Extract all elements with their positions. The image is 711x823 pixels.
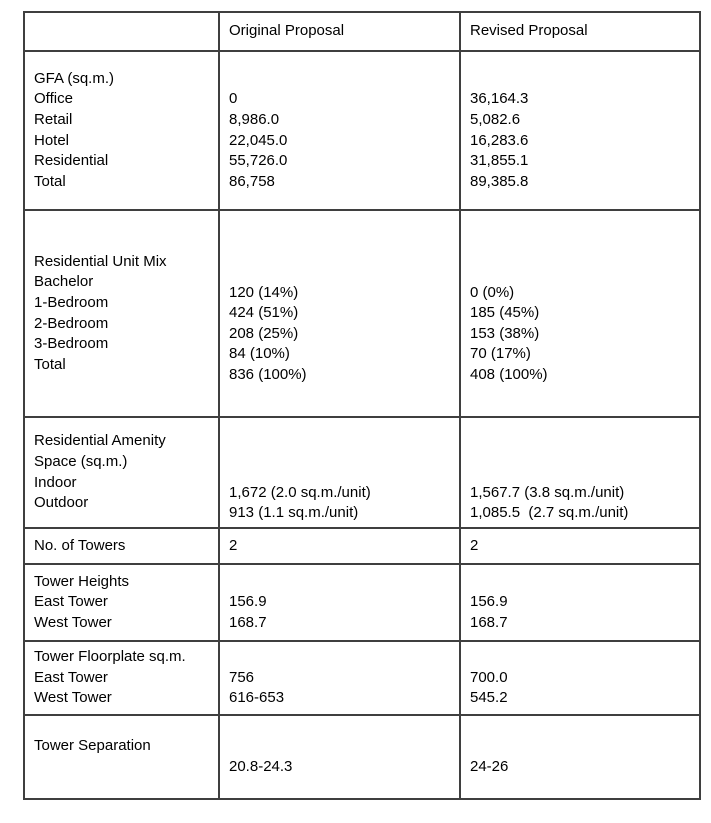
no-of-towers-revised-cell — [461, 529, 699, 563]
cell-line: Hotel — [34, 131, 70, 149]
table-row-residential-unit-mix — [25, 211, 699, 418]
cell-line: Tower Heights — [34, 572, 130, 590]
cell-line: 1-Bedroom — [34, 293, 109, 311]
cell-line: East Tower — [34, 593, 108, 611]
residential-amenity-space-label-cell — [25, 418, 220, 527]
cell-line: Residential Unit Mix — [34, 252, 167, 270]
cell-line: Space (sq.m.) — [34, 452, 128, 470]
cell-line: 185 (45%) — [470, 304, 540, 322]
header-label: Revised Proposal — [470, 22, 588, 40]
table-row-no-of-towers — [25, 529, 699, 565]
tower-separation-label-cell — [25, 716, 220, 798]
cell-line — [229, 262, 455, 283]
no-of-towers-original-cell — [220, 529, 461, 563]
gfa-original-cell — [220, 52, 461, 209]
cell-line: Residential Amenity — [34, 432, 166, 450]
header-label — [34, 21, 214, 42]
cell-line: Tower Separation — [34, 737, 151, 755]
cell-line — [229, 421, 455, 442]
cell-line: 0 (0%) — [470, 283, 515, 301]
cell-line — [470, 421, 695, 442]
cell-line: 120 (14%) — [229, 283, 299, 301]
residential-unit-mix-revised-cell — [461, 211, 699, 416]
tower-separation-revised-cell — [461, 716, 699, 798]
proposal-comparison-table — [23, 11, 701, 800]
cell-line — [470, 647, 695, 668]
cell-line: Residential — [34, 152, 109, 170]
cell-line: 20.8-24.3 — [229, 758, 293, 775]
residential-amenity-space-revised-cell — [461, 418, 699, 527]
cell-line: 408 (100%) — [470, 365, 548, 383]
cell-line: 70 (17%) — [470, 345, 531, 363]
tower-floorplate-original-cell — [220, 642, 461, 714]
tower-heights-revised-cell — [461, 565, 699, 640]
cell-line — [470, 572, 695, 593]
cell-line: East Tower — [34, 668, 108, 686]
cell-line: GFA (sq.m.) — [34, 69, 115, 87]
gfa-label-cell — [25, 52, 220, 209]
header-cell-revised-proposal — [461, 13, 699, 50]
cell-line: 700.0 — [470, 668, 508, 686]
tower-heights-original-cell — [220, 565, 461, 640]
cell-line: 84 (10%) — [229, 345, 290, 363]
cell-line: 913 (1.1 sq.m./unit) — [229, 504, 359, 522]
cell-line: 2 — [229, 536, 238, 554]
cell-line: 424 (51%) — [229, 304, 299, 322]
cell-line — [470, 69, 695, 90]
cell-line: 86,758 — [229, 172, 275, 190]
cell-line — [470, 736, 695, 757]
cell-line: Total — [34, 355, 66, 373]
cell-line: 36,164.3 — [470, 90, 529, 108]
cell-line: 208 (25%) — [229, 324, 299, 342]
cell-line: West Tower — [34, 613, 112, 631]
gfa-revised-cell — [461, 52, 699, 209]
header-label: Original Proposal — [229, 22, 345, 40]
cell-line: 545.2 — [470, 689, 508, 707]
cell-line: 55,726.0 — [229, 152, 288, 170]
cell-line: 24-26 — [470, 758, 509, 775]
table-row-tower-heights — [25, 565, 699, 642]
cell-line: 5,082.6 — [470, 110, 521, 128]
cell-line — [229, 572, 455, 593]
cell-line — [229, 736, 455, 757]
cell-line: 89,385.8 — [470, 172, 529, 190]
table-row-tower-floorplate — [25, 642, 699, 716]
cell-line: 756 — [229, 668, 255, 686]
header-row — [25, 13, 699, 52]
cell-line: 2-Bedroom — [34, 314, 109, 332]
cell-line: 616-653 — [229, 689, 285, 707]
cell-line: 1,085.5 (2.7 sq.m./unit) — [470, 504, 629, 522]
header-cell-original-proposal — [220, 13, 461, 50]
cell-line: 3-Bedroom — [34, 335, 109, 353]
cell-line: 153 (38%) — [470, 324, 540, 342]
residential-unit-mix-label-cell — [25, 211, 220, 416]
cell-line: Total — [34, 172, 66, 190]
cell-line: 16,283.6 — [470, 131, 529, 149]
cell-line: 168.7 — [229, 613, 267, 631]
cell-line: 836 (100%) — [229, 365, 307, 383]
cell-line — [229, 69, 455, 90]
table-row-tower-separation — [25, 716, 699, 798]
cell-line — [34, 757, 214, 778]
cell-line: Retail — [34, 110, 73, 128]
cell-line: 22,045.0 — [229, 131, 288, 149]
table-row-gfa — [25, 52, 699, 211]
cell-line: 156.9 — [229, 593, 267, 611]
header-cell-blank — [25, 13, 220, 50]
cell-line: Outdoor — [34, 494, 89, 512]
cell-line: 0 — [229, 90, 238, 108]
cell-line: Indoor — [34, 473, 77, 491]
cell-line — [470, 462, 695, 483]
tower-floorplate-label-cell — [25, 642, 220, 714]
cell-line — [470, 442, 695, 463]
cell-line — [229, 647, 455, 668]
cell-line — [229, 462, 455, 483]
table-row-residential-amenity-space — [25, 418, 699, 529]
tower-heights-label-cell — [25, 565, 220, 640]
cell-line: 1,567.7 (3.8 sq.m./unit) — [470, 483, 625, 501]
cell-line: No. of Towers — [34, 536, 126, 554]
no-of-towers-label-cell — [25, 529, 220, 563]
tower-separation-original-cell — [220, 716, 461, 798]
cell-line — [229, 442, 455, 463]
cell-line: 31,855.1 — [470, 152, 529, 170]
cell-line: 8,986.0 — [229, 110, 280, 128]
cell-line: 168.7 — [470, 613, 508, 631]
cell-line — [229, 241, 455, 262]
cell-line — [470, 241, 695, 262]
tower-floorplate-revised-cell — [461, 642, 699, 714]
cell-line: 2 — [470, 536, 479, 554]
residential-amenity-space-original-cell — [220, 418, 461, 527]
cell-line: 1,672 (2.0 sq.m./unit) — [229, 483, 371, 501]
residential-unit-mix-original-cell — [220, 211, 461, 416]
cell-line — [470, 262, 695, 283]
cell-line: Tower Floorplate sq.m. — [34, 648, 186, 666]
cell-line: Office — [34, 90, 73, 108]
cell-line: West Tower — [34, 689, 112, 707]
cell-line: Bachelor — [34, 273, 94, 291]
cell-line: 156.9 — [470, 593, 508, 611]
